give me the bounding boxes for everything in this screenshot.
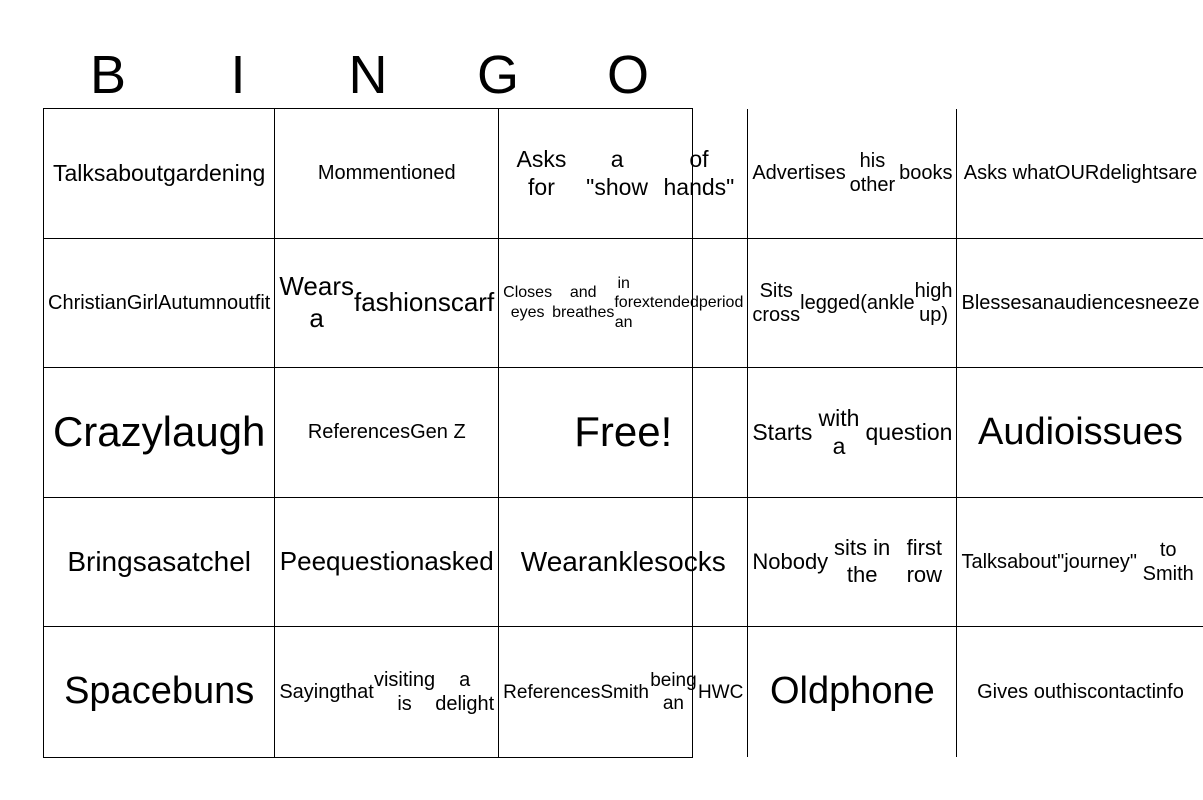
bingo-cell[interactable]: Crazy laugh <box>44 368 275 498</box>
bingo-cell[interactable]: Old phone <box>748 627 957 757</box>
header-letter-b: B <box>89 45 127 105</box>
bingo-cell[interactable]: Audio issues <box>957 368 1203 498</box>
bingo-cell[interactable]: Saying that visiting is a delight <box>275 627 499 757</box>
bingo-cell[interactable]: Christian Girl Autumn outfit <box>44 239 275 369</box>
bingo-board <box>43 108 1200 758</box>
bingo-cell[interactable]: Blesses an audience sneeze <box>957 239 1203 369</box>
bingo-cell[interactable]: Wear ankle socks <box>499 498 748 628</box>
bingo-cell[interactable]: Talks about "journey" to Smith <box>957 498 1203 628</box>
bingo-header <box>43 42 693 108</box>
bingo-cell[interactable]: Starts with a question <box>748 368 957 498</box>
free-cell[interactable]: Free! <box>499 368 748 498</box>
bingo-cell[interactable]: Asks what OUR delights are <box>957 109 1203 239</box>
bingo-cell[interactable]: Asks for a "show of hands" <box>499 109 748 239</box>
header-letter-g: G <box>476 45 519 105</box>
bingo-cell[interactable]: Gives out his contact info <box>977 681 1184 703</box>
bingo-cell[interactable]: Talks about gardening <box>44 109 275 239</box>
bingo-cell[interactable]: Nobody sits in the first row <box>748 498 957 628</box>
header-letter-o: O <box>606 45 649 105</box>
bingo-cell[interactable]: Brings a satchel <box>44 498 275 628</box>
bingo-cell[interactable]: References Smith being an HWC <box>499 627 748 757</box>
bingo-cell[interactable]: Space buns <box>44 627 275 757</box>
bingo-cell[interactable]: Sits cross legged (ankle high up) <box>748 239 957 369</box>
header-letter-i: I <box>230 45 246 105</box>
bingo-cell[interactable]: References Gen Z <box>275 368 499 498</box>
header-letter-n: N <box>348 45 388 105</box>
bingo-cell[interactable]: Wears a fashion scarf <box>275 239 499 369</box>
bingo-cell[interactable]: Pee question asked <box>275 498 499 628</box>
bingo-cell[interactable]: Advertises his other books <box>748 109 957 239</box>
bingo-cell[interactable]: Closes eyes and breathes in for an extended period <box>499 239 748 369</box>
bingo-cell[interactable]: Mom mentioned <box>275 109 499 239</box>
